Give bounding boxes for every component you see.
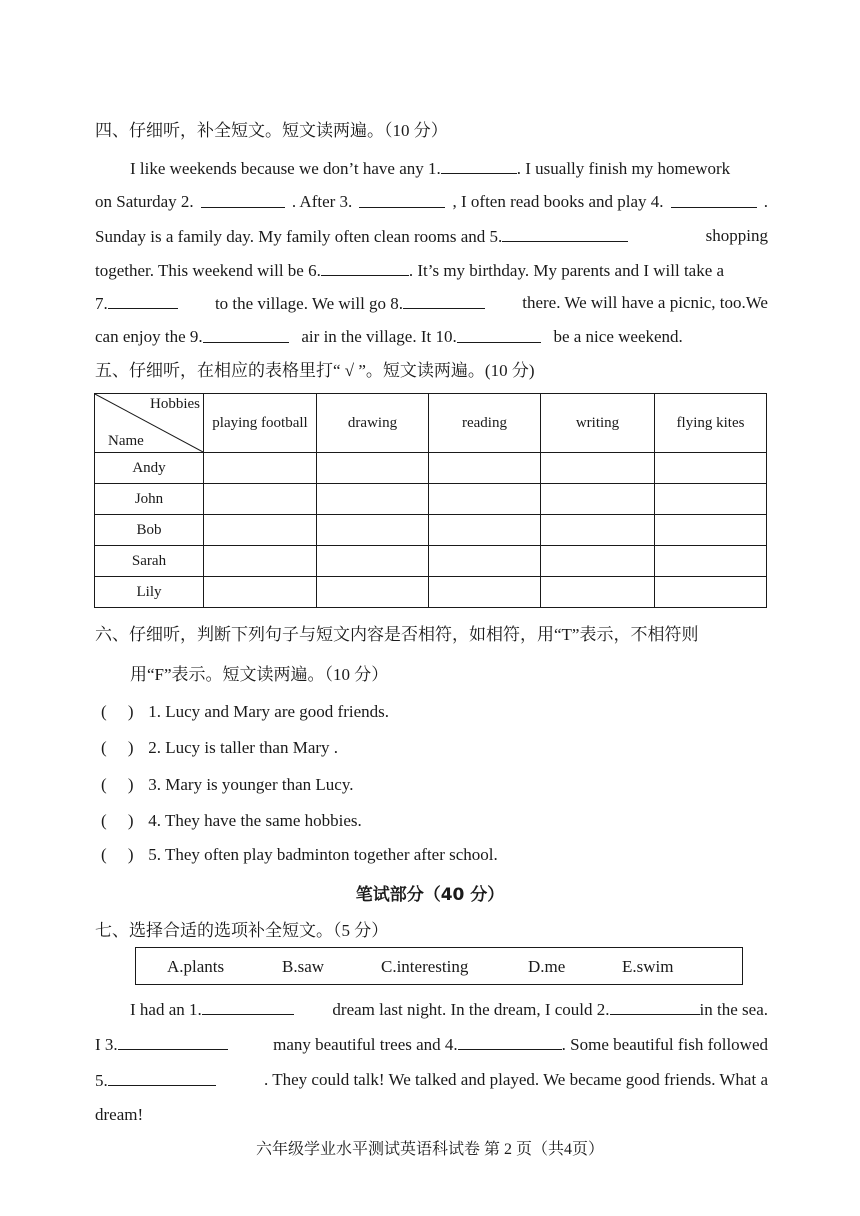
row-name: Lily xyxy=(95,577,204,608)
answer-cell[interactable] xyxy=(429,577,541,608)
option-d: D.me xyxy=(528,957,566,976)
column-header: reading xyxy=(429,394,541,453)
answer-paren-open[interactable]: ( xyxy=(101,738,107,757)
column-header: playing football xyxy=(204,394,317,453)
answer-paren-open[interactable]: ( xyxy=(101,845,107,864)
text-segment: . It’s my birthday. My parents and I will take a xyxy=(408,261,725,280)
answer-cell[interactable] xyxy=(655,515,767,546)
corner-label-hobbies: Hobbies xyxy=(150,396,200,412)
text-segment: can enjoy the 9. xyxy=(95,327,203,346)
text-segment: on Saturday 2. xyxy=(95,192,194,211)
answer-cell[interactable] xyxy=(204,484,317,515)
text-segment: 7. xyxy=(95,294,108,313)
text-segment: in the sea. xyxy=(699,1000,768,1019)
option-b: B.saw xyxy=(282,957,325,976)
s7-line-4: dream! xyxy=(95,1105,144,1124)
table-header-row xyxy=(95,394,767,453)
s4-line-6 xyxy=(95,326,768,348)
s4-line-4 xyxy=(95,259,768,282)
blank-7[interactable] xyxy=(108,292,178,309)
answer-paren-open[interactable]: ( xyxy=(101,702,107,721)
options-box xyxy=(135,947,743,985)
answer-cell[interactable] xyxy=(204,453,317,484)
answer-cell[interactable] xyxy=(655,453,767,484)
blank-5[interactable] xyxy=(502,225,628,242)
judge-item-1 xyxy=(101,701,389,723)
hobbies-table xyxy=(94,393,767,608)
judge-item-2 xyxy=(101,737,338,759)
judge-item-3 xyxy=(101,774,353,796)
text-segment: , I often read books and play 4. xyxy=(452,192,664,211)
answer-cell[interactable] xyxy=(204,515,317,546)
row-name: Sarah xyxy=(95,546,204,577)
table-row xyxy=(95,453,767,484)
section5-heading: 五、仔细听，在相应的表格里打“ √ ”。短文读两遍。(10 分) xyxy=(95,361,535,380)
column-header: flying kites xyxy=(655,394,767,453)
s7-line-1 xyxy=(130,998,768,1021)
section7-heading: 七、选择合适的选项补全短文。（5 分） xyxy=(95,921,389,940)
corner-label-name: Name xyxy=(108,433,144,449)
answer-cell[interactable] xyxy=(429,484,541,515)
blank-6[interactable] xyxy=(321,259,409,276)
blank-3[interactable] xyxy=(359,191,445,208)
judge-statement: 3. Mary is younger than Lucy. xyxy=(148,775,354,794)
answer-cell[interactable] xyxy=(655,577,767,608)
blank-s7-2[interactable] xyxy=(610,998,700,1015)
answer-cell[interactable] xyxy=(655,484,767,515)
blank-s7-3[interactable] xyxy=(118,1033,228,1050)
option-e: E.swim xyxy=(622,957,674,976)
answer-cell[interactable] xyxy=(655,546,767,577)
judge-item-5 xyxy=(101,844,498,866)
answer-paren-close: ) xyxy=(127,811,134,830)
blank-1[interactable] xyxy=(441,157,517,174)
answer-cell[interactable] xyxy=(541,453,655,484)
text-segment: Sunday is a family day. My family often clean rooms and 5. xyxy=(95,227,503,246)
text-segment: air in the village. It 10. xyxy=(301,327,457,346)
answer-cell[interactable] xyxy=(204,577,317,608)
column-header: writing xyxy=(541,394,655,453)
answer-cell[interactable] xyxy=(541,577,655,608)
blank-8[interactable] xyxy=(403,292,485,309)
answer-cell[interactable] xyxy=(429,453,541,484)
option-c: C.interesting xyxy=(381,957,469,976)
answer-cell[interactable] xyxy=(429,515,541,546)
answer-cell[interactable] xyxy=(429,546,541,577)
text-segment: . Some beautiful fish followed xyxy=(561,1035,768,1054)
answer-cell[interactable] xyxy=(204,546,317,577)
s4-line-3 xyxy=(95,225,768,248)
answer-paren-open[interactable]: ( xyxy=(101,811,107,830)
blank-2[interactable] xyxy=(201,191,285,208)
text-segment: there. We will have a picnic, too.We xyxy=(522,293,768,312)
answer-cell[interactable] xyxy=(541,546,655,577)
text-segment: . They could talk! We talked and played. We became good friends. What a xyxy=(264,1070,768,1089)
text-segment: I 3. xyxy=(95,1035,118,1054)
text-segment: . After 3. xyxy=(291,192,353,211)
judge-statement: 2. Lucy is taller than Mary . xyxy=(148,738,339,757)
judge-statement: 1. Lucy and Mary are good friends. xyxy=(148,702,390,721)
blank-9[interactable] xyxy=(203,326,289,343)
text-segment: together. This weekend will be 6. xyxy=(95,261,321,280)
blank-10[interactable] xyxy=(457,326,541,343)
answer-cell[interactable] xyxy=(317,515,429,546)
text-segment: dream last night. In the dream, I could 2. xyxy=(332,1000,610,1019)
answer-cell[interactable] xyxy=(317,484,429,515)
row-name: Bob xyxy=(95,515,204,546)
s4-line-1 xyxy=(130,157,768,180)
answer-cell[interactable] xyxy=(541,484,655,515)
table-row xyxy=(95,546,767,577)
judge-statement: 4. They have the same hobbies. xyxy=(148,811,362,830)
blank-s7-4[interactable] xyxy=(458,1033,562,1050)
blank-4[interactable] xyxy=(671,191,757,208)
table-corner-cell xyxy=(95,394,204,453)
text-segment: be a nice weekend. xyxy=(553,327,683,346)
table-row xyxy=(95,484,767,515)
text-segment: . I usually finish my homework xyxy=(516,159,731,178)
text-segment: shopping xyxy=(705,226,768,245)
s4-line-2 xyxy=(95,191,768,213)
answer-cell[interactable] xyxy=(317,577,429,608)
table-row xyxy=(95,577,767,608)
section6-heading-line2: 用“F”表示。短文读两遍。（10 分） xyxy=(130,665,389,684)
answer-paren-close: ) xyxy=(127,738,134,757)
answer-cell[interactable] xyxy=(317,546,429,577)
judge-item-4 xyxy=(101,810,362,832)
column-header: drawing xyxy=(317,394,429,453)
answer-paren-close: ) xyxy=(127,845,134,864)
blank-s7-1[interactable] xyxy=(202,998,294,1015)
option-a: A.plants xyxy=(167,957,225,976)
text-segment: to the village. We will go 8. xyxy=(214,294,404,313)
text-segment: . xyxy=(763,192,768,211)
s7-line-3 xyxy=(95,1069,768,1092)
answer-cell[interactable] xyxy=(317,453,429,484)
answer-paren-close: ) xyxy=(127,775,134,794)
text-segment: I had an 1. xyxy=(130,1000,202,1019)
answer-cell[interactable] xyxy=(541,515,655,546)
table-row xyxy=(95,515,767,546)
s4-line-5 xyxy=(95,292,768,315)
answer-paren-close: ) xyxy=(127,702,134,721)
s7-line-2 xyxy=(95,1033,768,1056)
answer-paren-open[interactable]: ( xyxy=(101,775,107,794)
judge-statement: 5. They often play badminton together after school. xyxy=(148,845,498,864)
section4-heading: 四、仔细听，补全短文。短文读两遍。（10 分） xyxy=(95,121,448,140)
blank-s7-5[interactable] xyxy=(108,1069,216,1086)
page-footer: 六年级学业水平测试英语科试卷 第 2 页（共4页） xyxy=(255,1141,604,1158)
row-name: John xyxy=(95,484,204,515)
row-name: Andy xyxy=(95,453,204,484)
text-segment: many beautiful trees and 4. xyxy=(273,1035,458,1054)
section6-heading-line1: 六、仔细听，判断下列句子与短文内容是否相符，如相符，用“T”表示，不相符则 xyxy=(95,625,699,644)
written-section-title: 笔试部分（40 分） xyxy=(355,885,505,905)
text-segment: 5. xyxy=(95,1071,108,1090)
text-segment: I like weekends because we don’t have any 1. xyxy=(130,159,441,178)
